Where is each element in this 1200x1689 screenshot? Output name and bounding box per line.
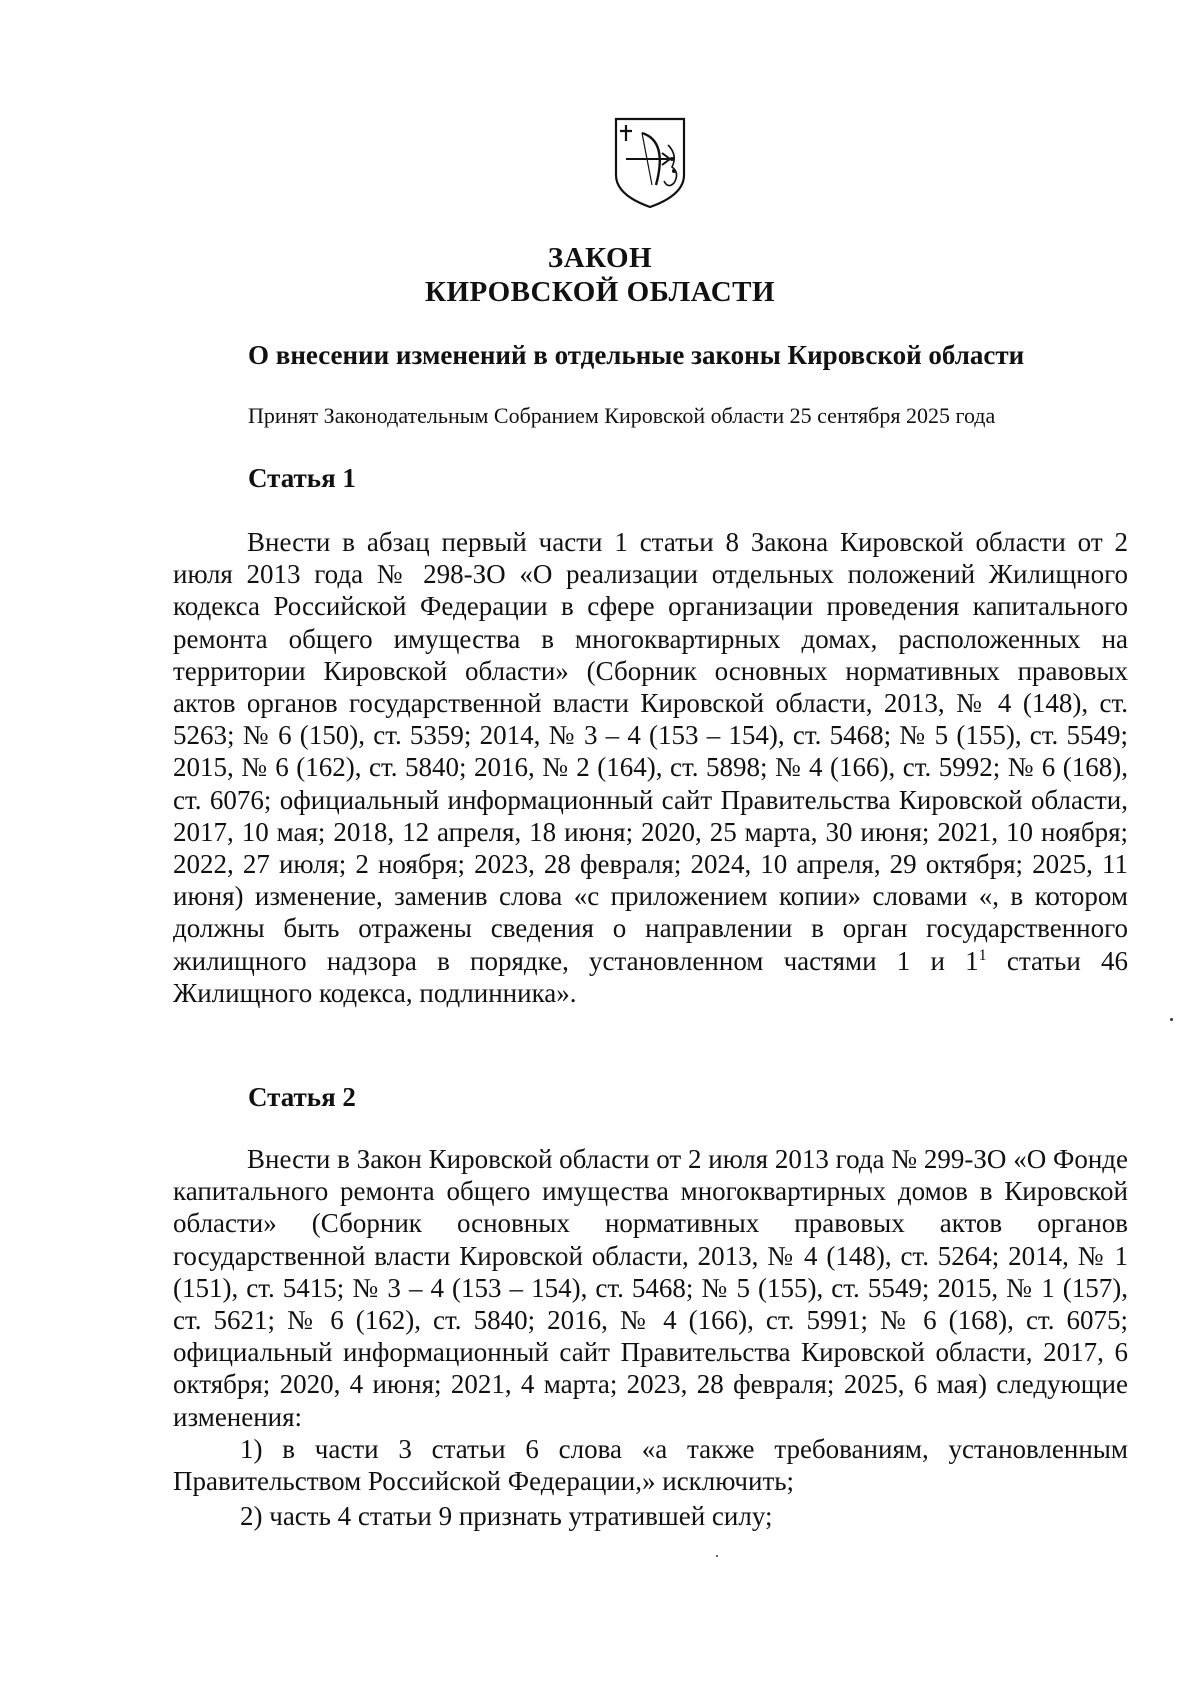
article-2-item-2: 2) часть 4 статьи 9 признать утратившей силу; <box>240 1501 773 1531</box>
superscript: 1 <box>978 946 987 964</box>
scan-speck <box>1170 1018 1173 1021</box>
region-title: КИРОВСКОЙ ОБЛАСТИ <box>424 276 776 308</box>
kirov-coat-of-arms-icon <box>612 115 688 211</box>
article-1-text-end: статьи 46 Жилищного кодекса, подлинника». <box>173 945 1129 1008</box>
article-2-item-1: 1) в части 3 статьи 6 слова «а также требованиям, установленным Правительством Российской Федерации,» исключить; <box>173 1434 1128 1497</box>
article-1-text-main: Внести в абзац первый части 1 статьи 8 Закона Кировской области от 2 июля 2013 года № 298-ЗО «О реализации отдельных положений Жилищного кодекса Российской Федерации в сфере организации проведения капитального ремонта общего имущества в многоквартирных домах, расположенных на территории Кировской области» (Сборник основных нормативных правовых актов органов государственной власти Кировской области, 2013, № 4 (148), ст. 5263; № 6 (150), ст. 5359; 2014, № 3 – 4 (153 – 154), ст. 5468; № 5 (155), ст. 5549; 2015, № 6 (162), ст. 5840; 2016, № 2 (164), ст. 5898; № 4 (166), ст. 5992; № 6 (168), ст. 6076; официальный информационный сайт Правительства Кировской области, 2017, 10 мая; 2018, 12 апреля, 18 июня; 2020, 25 марта, 30 июня; 2021, 10 ноября; 2022, 27 июля; 2 ноября; 2023, 28 февраля; 2024, 10 апреля, 29 октября; 2025, 11 июня) изменение, заменив слова «с приложением копии» словами «, в котором должны быть отражены сведения о направлении в орган государственного жилищного надзора в порядке, установленном частями 1 и 1 <box>173 527 1128 976</box>
law-title: ЗАКОН <box>547 242 653 274</box>
adoption-note: Принят Законодательным Собранием Кировской области 25 сентября 2025 года <box>248 403 996 428</box>
article-2-text: Внести в Закон Кировской области от 2 июля 2013 года № 299-ЗО «О Фонде капитального ремонта общего имущества многоквартирных домов в Кировской области» (Сборник основных нормативных правовых актов органов государственной власти Кировской области, 2013, № 4 (148), ст. 5264; 2014, № 1 (151), ст. 5415; № 3 – 4 (153 – 154), ст. 5468; № 5 (155), ст. 5549; 2015, № 1 (157), ст. 5621; № 6 (162), ст. 5840; 2016, № 4 (166), ст. 5991; № 6 (168), ст. 6075; официальный информационный сайт Правительства Кировской области, 2017, 6 октября; 2020, 4 июня; 2021, 4 марта; 2023, 28 февраля; 2025, 6 мая) следующие изменения: <box>173 1144 1128 1432</box>
article-1-text <box>173 526 1128 1009</box>
article-2-heading: Статья 2 <box>248 1082 356 1112</box>
law-subtitle: О внесении изменений в отдельные законы Кировской области <box>248 340 1025 370</box>
scan-speck <box>716 1555 718 1557</box>
article-1-heading: Статья 1 <box>248 463 356 493</box>
